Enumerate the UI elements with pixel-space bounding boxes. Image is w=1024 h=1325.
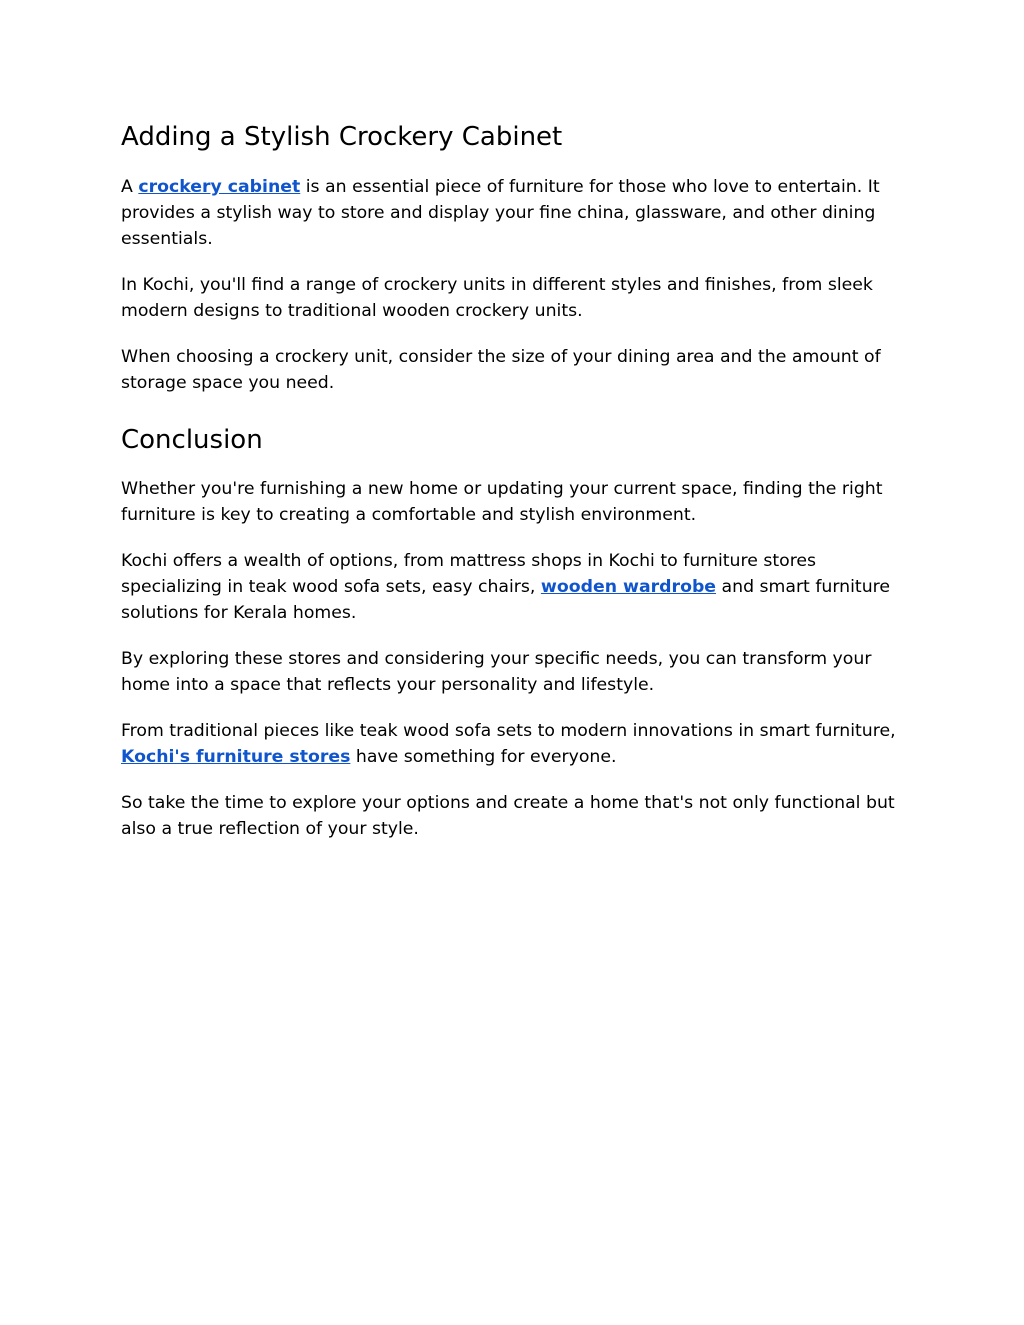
text-segment: From traditional pieces like teak wood sofa sets to modern innovations in smart furniture,: [121, 721, 896, 741]
heading-conclusion: Conclusion: [121, 425, 263, 455]
paragraph-conclusion-furnishing: Whether you're furnishing a new home or updating your current space, finding the right furniture is key to creating a comfortable and stylish environment.: [121, 479, 883, 525]
paragraph-crockery-intro: [121, 174, 911, 252]
paragraph-crockery-range: In Kochi, you'll find a range of crockery units in different styles and finishes, from sleek modern designs to traditional wooden crockery units.: [121, 275, 873, 321]
paragraph-crockery-choosing: When choosing a crockery unit, consider the size of your dining area and the amount of storage space you need.: [121, 347, 881, 393]
document-page: [121, 120, 911, 842]
link-crockery-cabinet[interactable]: crockery cabinet: [138, 177, 301, 197]
link-wooden-wardrobe[interactable]: wooden wardrobe: [540, 577, 717, 597]
text-segment: A: [121, 177, 139, 197]
link-kochi-furniture-stores[interactable]: Kochi's furniture stores: [121, 747, 351, 767]
text-segment: Kochi offers a wealth of options, from mattress shops in Kochi to furniture stores specializing in teak wood sofa sets, easy chairs,: [121, 551, 817, 597]
paragraph-conclusion-options: [121, 548, 911, 626]
paragraph-conclusion-exploring: By exploring these stores and considering your specific needs, you can transform your home into a space that reflects your personality and lifestyle.: [121, 649, 872, 695]
text-segment: and smart furniture solutions for Kerala homes.: [121, 577, 891, 623]
text-segment: is an essential piece of furniture for those who love to entertain. It provides a stylish way to store and display your fine china, glassware, and other dining essentials.: [121, 177, 880, 249]
heading-crockery-cabinet: Adding a Stylish Crockery Cabinet: [121, 122, 563, 152]
paragraph-conclusion-traditional: [121, 718, 911, 770]
paragraph-conclusion-closing: So take the time to explore your options and create a home that's not only functional but also a true reflection of your style.: [121, 793, 895, 839]
text-segment: have something for everyone.: [350, 747, 617, 767]
